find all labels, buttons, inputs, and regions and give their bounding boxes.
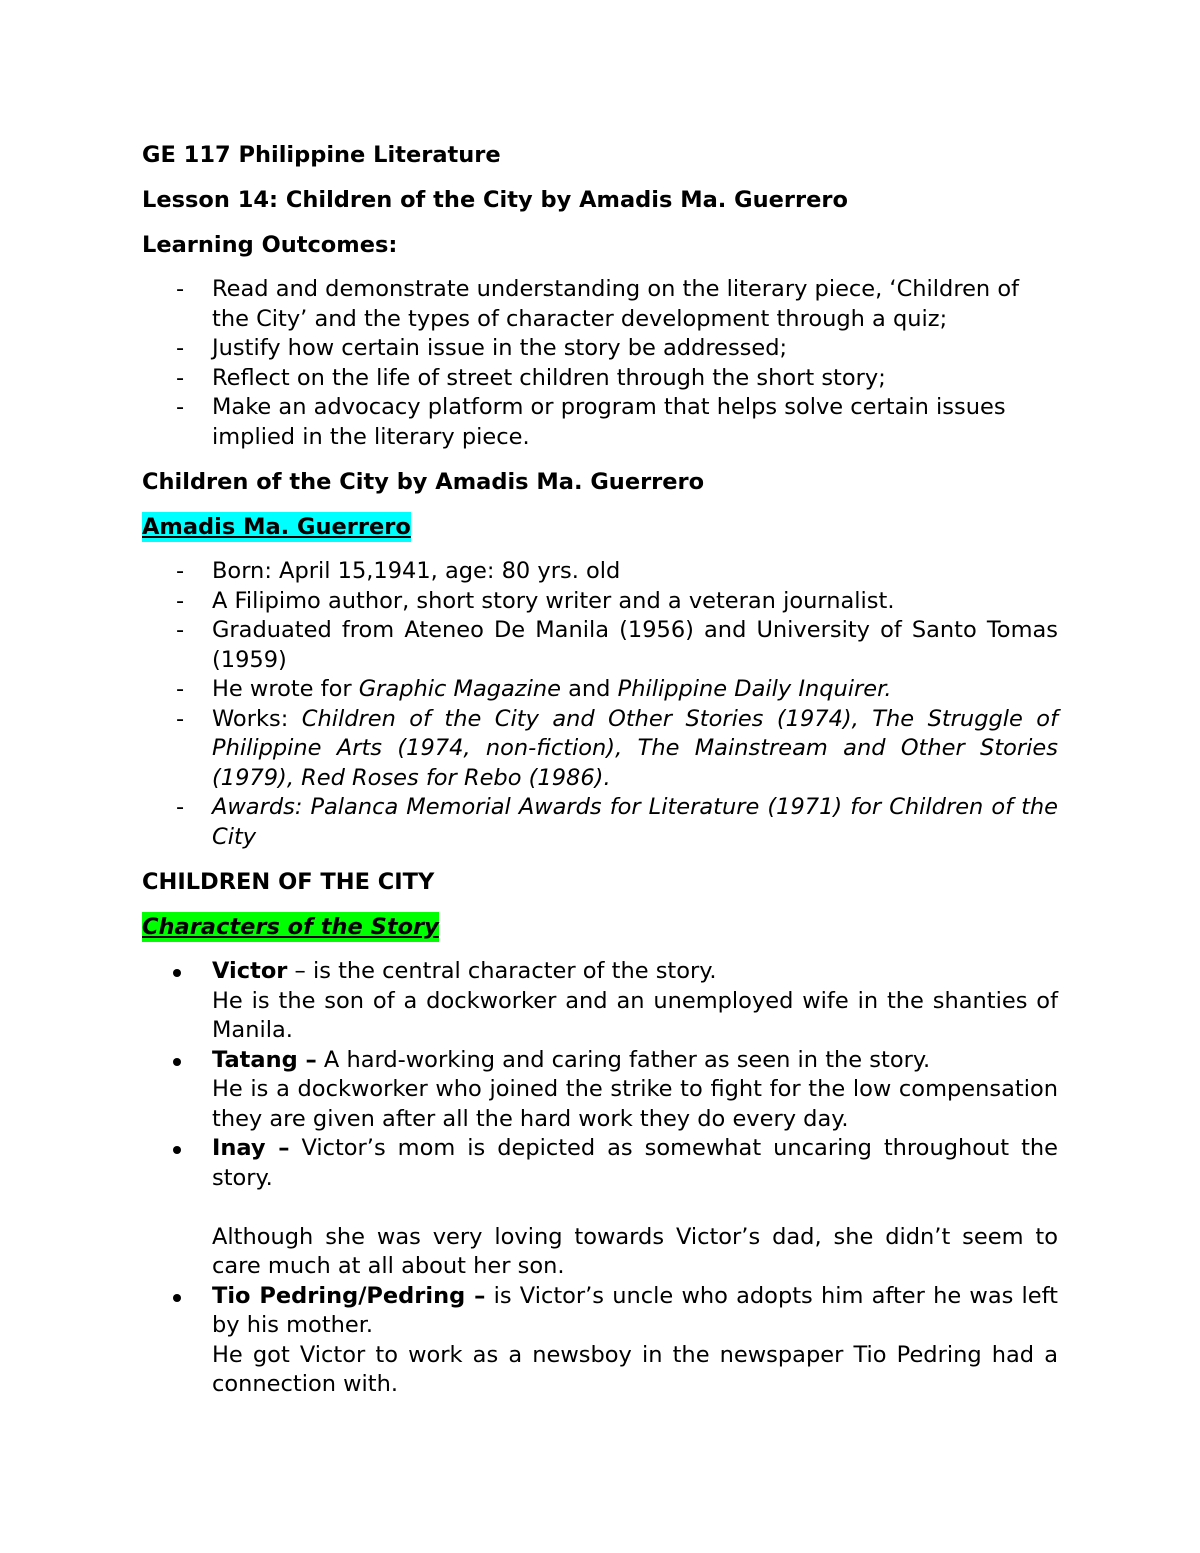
- character-desc: He is the son of a dockworker and an unemployed wife in the shanties of Manila.: [212, 987, 1058, 1043]
- author-heading-line: [142, 512, 1058, 542]
- author-awards: [142, 793, 1058, 852]
- character-inay: [142, 1134, 1058, 1282]
- outcomes-heading: Learning Outcomes:: [142, 232, 398, 258]
- characters-heading: Characters of the Story: [142, 914, 439, 940]
- character-name: Inay –: [212, 1135, 290, 1161]
- list-item: - Make an advocacy platform or program that helps solve certain issues implied in the literary piece.: [142, 393, 1058, 452]
- wrote-and: and: [560, 676, 618, 702]
- story-heading: Children of the City by Amadis Ma. Guerrero: [142, 469, 705, 495]
- works-list: Children of the City and Other Stories (1974), The Struggle of Philippine Arts (1974, non-fiction), The Mainstream and Other Stories (1979), Red Roses for Rebo (1986).: [212, 705, 1058, 791]
- lesson-title: Lesson 14: Children of the City by Amadis Ma. Guerrero: [142, 187, 848, 213]
- wrote-prefix: He wrote for: [212, 676, 359, 702]
- author-works: [142, 705, 1058, 794]
- author-publications: [142, 675, 1058, 705]
- author-facts-list: [142, 557, 1058, 852]
- bullet-icon: [173, 1058, 181, 1066]
- character-pedring: [142, 1282, 1058, 1400]
- publication-inquirer: Philippine Daily Inquirer.: [617, 676, 892, 702]
- character-tatang: [142, 1046, 1058, 1135]
- works-prefix: Works:: [212, 705, 302, 732]
- author-heading: Amadis Ma. Guerrero: [142, 514, 411, 540]
- publication-graphic: Graphic Magazine: [358, 676, 561, 702]
- course-title: GE 117 Philippine Literature: [142, 142, 501, 168]
- list-item: - Reflect on the life of street children through the short story;: [142, 364, 1058, 394]
- character-desc: He got Victor to work as a newsboy in the newspaper Tio Pedring had a connection with.: [212, 1341, 1058, 1397]
- characters-list: [142, 957, 1058, 1400]
- character-victor: [142, 957, 1058, 1046]
- list-item: - Justify how certain issue in the story be addressed;: [142, 334, 1058, 364]
- character-desc: A hard-working and caring father as seen in the story.: [316, 1046, 931, 1073]
- character-desc: Victor’s mom is depicted as somewhat uncaring throughout the story.: [212, 1135, 1058, 1191]
- blank-line: [212, 1193, 1058, 1223]
- character-desc: Although she was very loving towards Victor’s dad, she didn’t seem to care much at all about her son.: [212, 1223, 1058, 1279]
- characters-heading-line: [142, 912, 1058, 942]
- author-education: - Graduated from Ateneo De Manila (1956) and University of Santo Tomas (1959): [142, 616, 1058, 675]
- character-name: Victor: [212, 958, 288, 984]
- character-desc: is Victor’s uncle who adopts him after he was left by his mother.: [212, 1282, 1058, 1338]
- author-born: - Born: April 15,1941, age: 80 yrs. old: [142, 557, 1058, 587]
- section-heading: CHILDREN OF THE CITY: [142, 869, 435, 895]
- bullet-icon: [173, 969, 181, 977]
- outcomes-list: [142, 275, 1058, 452]
- list-item: - Read and demonstrate understanding on the literary piece, ‘Children of the City’ and the types of character development through a quiz;: [142, 275, 1058, 334]
- bullet-icon: [173, 1146, 181, 1154]
- author-profession: - A Filipimo author, short story writer and a veteran journalist.: [142, 587, 1058, 617]
- document-page: [142, 140, 1058, 1400]
- character-desc: – is the central character of the story.: [287, 958, 717, 984]
- character-name: Tio Pedring/Pedring –: [212, 1282, 486, 1309]
- character-desc: He is a dockworker who joined the strike to fight for the low compensation they are given after all the hard work they do every day.: [212, 1076, 1058, 1132]
- awards-text: Awards: Palanca Memorial Awards for Literature (1971) for Children of the City: [212, 794, 1058, 850]
- character-name: Tatang –: [212, 1046, 317, 1073]
- bullet-icon: [173, 1294, 181, 1302]
